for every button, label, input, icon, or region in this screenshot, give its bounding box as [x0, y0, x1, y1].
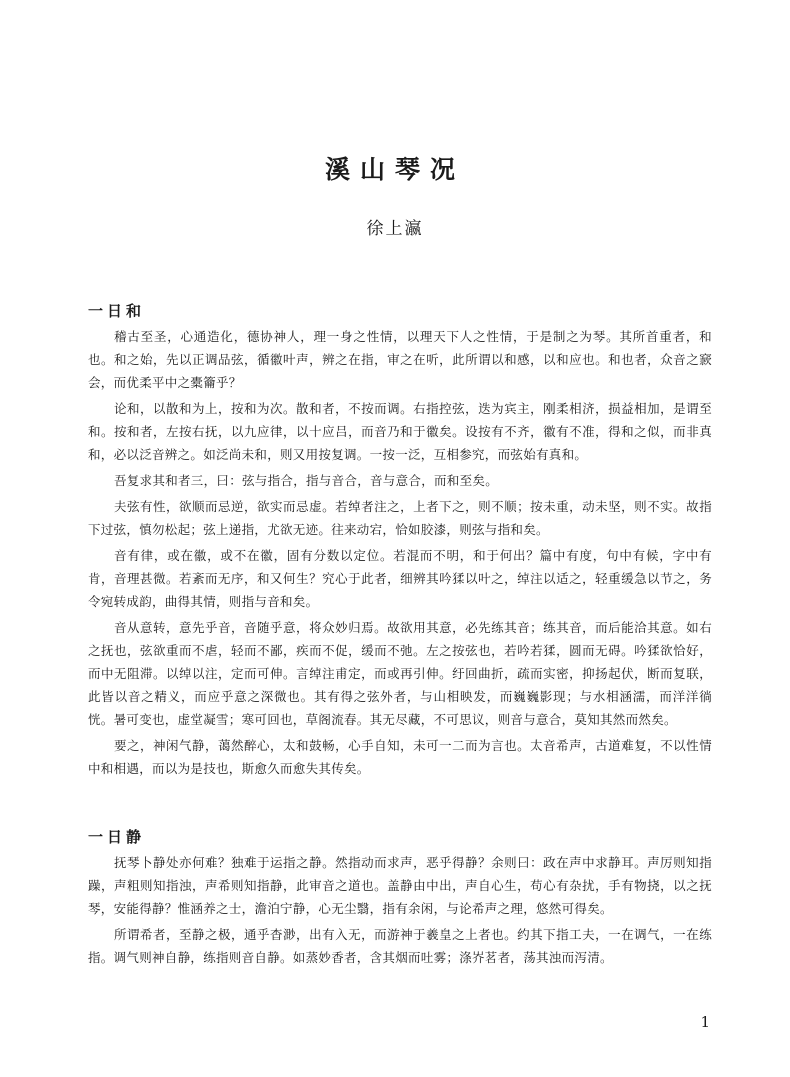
paragraph: 要之，神闲气静，蔼然醉心，太和鼓畅，心手自知，未可一二而为言也。太音希声，古道难复，不以性情中和相遇，而以为是技也，斯愈久而愈失其传矣。 — [88, 738, 712, 776]
page-number: 1 — [700, 1013, 710, 1031]
paragraph: 音有律，或在徽，或不在徽，固有分数以定位。若混而不明，和于何出？篇中有度，句中有候，字中有肯，音理甚微。若紊而无序，和又何生？究心于此者，细辨其吟猱以叶之，绰注以适之，轻重缓急以节之，务令宛转成韵，曲得其情，则指与音和矣。 — [88, 548, 712, 609]
paragraph: 夫弦有性，欲顺而忌逆，欲实而忌虚。若绰者注之，上者下之，则不顺；按未重，动未坚，则不实。故指下过弦，慎勿松起；弦上递指，尤欲无迹。往来动宕，恰如胶漆，则弦与指和矣。 — [88, 499, 712, 537]
section-he — [88, 300, 712, 783]
paragraph: 所谓希者，至静之极，通乎杳渺，出有入无，而游神于羲皇之上者也。约其下指工夫，一在调气，一在练指。调气则神自静，练指则音自静。如蒸妙香者，含其烟而吐雾；涤岕茗者，荡其浊而泻清。 — [88, 927, 712, 965]
paragraph: 抚琴卜静处亦何难？独难于运指之静。然指动而求声，恶乎得静？余则曰：政在声中求静耳。声厉则知指躁，声粗则知指浊，声希则知指静，此审音之道也。盖静由中出，声自心生，苟心有杂扰，手有物挠，以之抚琴，安能得静？惟涵养之士，澹泊宁静，心无尘翳，指有余闲，与论希声之理，悠然可得矣。 — [88, 855, 712, 916]
section-heading: 一日和 — [88, 302, 146, 320]
section-heading: 一日静 — [88, 828, 146, 846]
paragraph: 稽古至圣，心通造化，德协神人，理一身之性情，以理天下人之性情，于是制之为琴。其所首重者，和也。和之始，先以正调品弦，循徽叶声，辨之在指，审之在听，此所谓以和感，以和应也。和也者，众音之窾会，而优柔平中之橐籥乎？ — [88, 329, 712, 390]
paragraph: 音从意转，意先乎音，音随乎意，将众妙归焉。故欲用其意，必先练其音；练其音，而后能洽其意。如右之抚也，弦欲重而不虐，轻而不鄙，疾而不促，缓而不弛。左之按弦也，若吟若猱，圆而无碍。吟猱欲恰好，而中无阻滞。以绰以注，定而可伸。言绰注甫定，而或再引伸。纡回曲折，疏而实密，抑扬起伏，断而复联，此皆以音之精义，而应乎意之深微也。其有得之弦外者，与山相映发，而巍巍影现；与水相涵濡，而洋洋徜恍。暑可变也，虚堂凝雪；寒可回也，草阁流春。其无尽藏，不可思议，则音与意合，莫知其然而然矣。 — [88, 620, 712, 727]
paragraph: 论和，以散和为上，按和为次。散和者，不按而调。右指控弦，迭为宾主，刚柔相济，损益相加，是谓至和。按和者，左按右抚，以九应律，以十应吕，而音乃和于徽矣。设按有不齐，徽有不准，得和之似，而非真和，必以泛音辨之。如泛尚未和，则又用按复调。一按一泛，互相参究，而弦始有真和。 — [88, 401, 712, 462]
page-title: 溪山琴况 — [324, 155, 465, 184]
paragraph: 吾复求其和者三，曰：弦与指合，指与音合，音与意合，而和至矣。 — [114, 473, 499, 488]
author-name: 徐上瀛 — [366, 219, 424, 239]
section-jing — [88, 826, 712, 972]
